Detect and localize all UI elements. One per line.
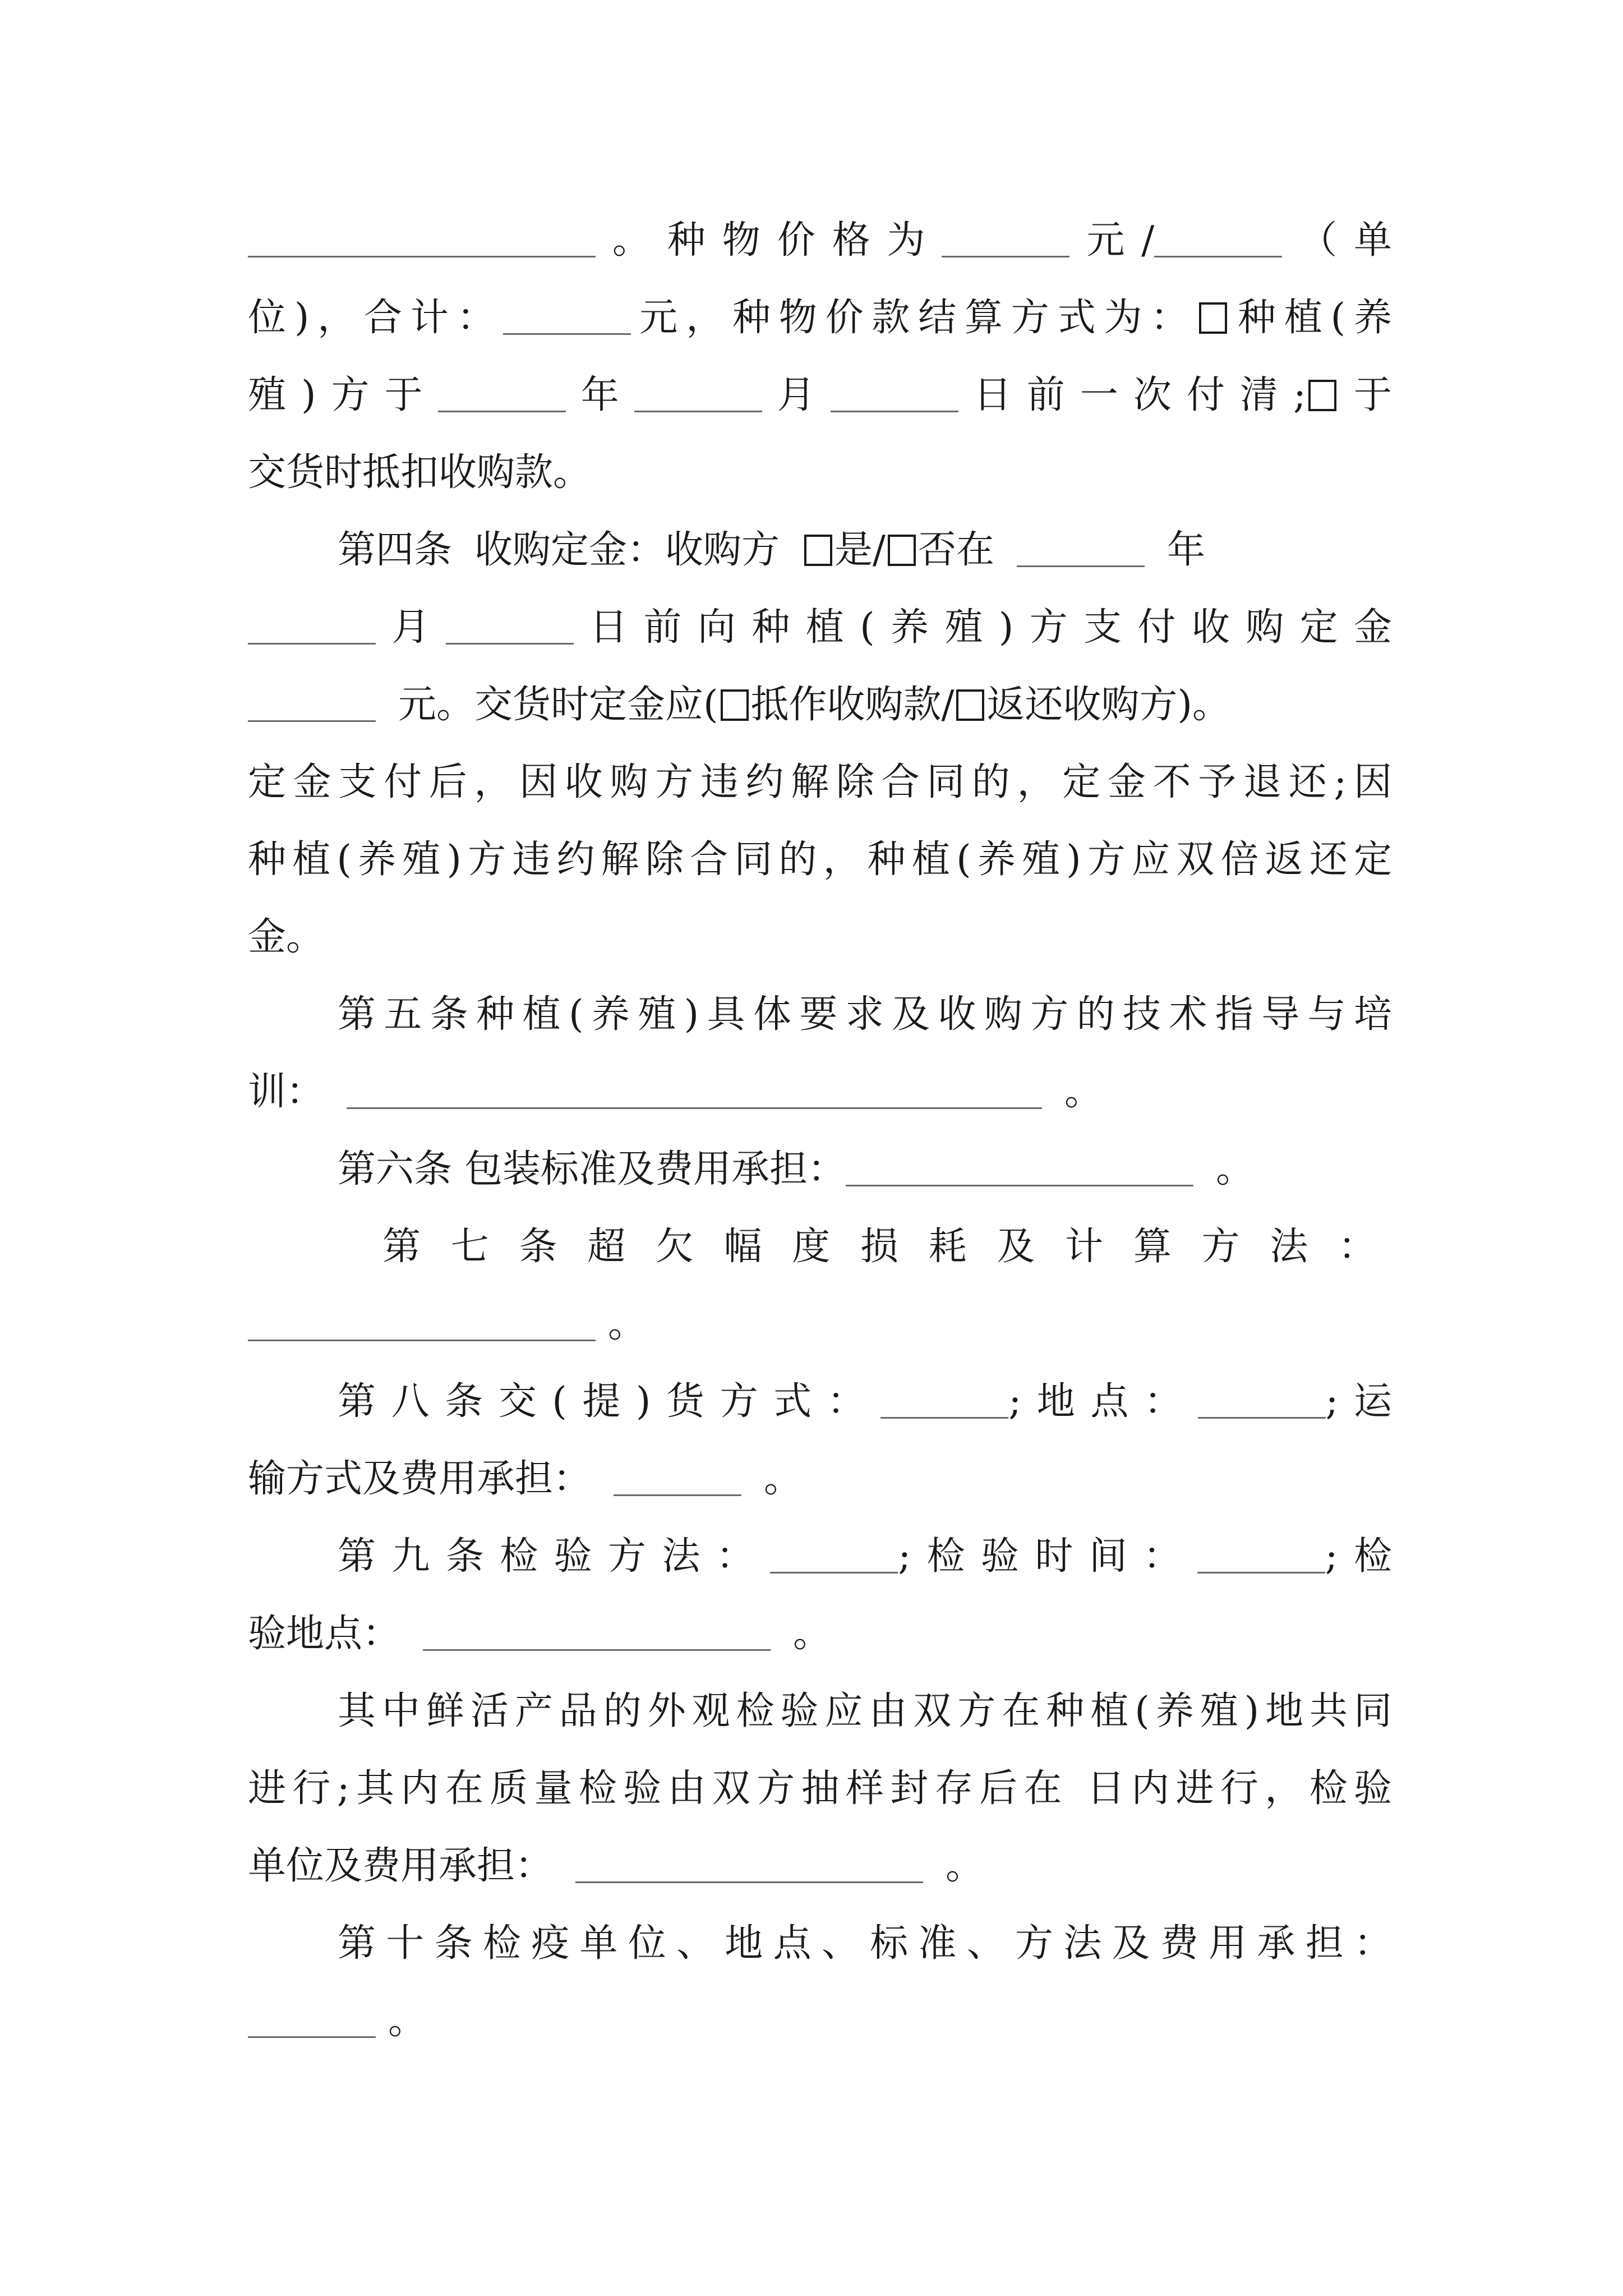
- text-line: 金。: [248, 915, 325, 959]
- article-8-line: 第八条交(提)货方式： ;地点： ;运: [338, 1379, 1392, 1424]
- blank-field[interactable]: [1154, 221, 1282, 257]
- blank-field[interactable]: [770, 1537, 898, 1573]
- text-line: 。: [248, 1982, 1392, 2060]
- text-line: 。种物价格为 元/ （单: [248, 202, 1392, 279]
- blank-field[interactable]: [248, 2001, 376, 2038]
- article-7-heading-line: 第七条超欠幅度损耗及计算方法：: [382, 1225, 1392, 1269]
- blank-field[interactable]: [347, 1073, 1042, 1109]
- checkbox[interactable]: [1308, 380, 1336, 411]
- blank-field[interactable]: [880, 1382, 1008, 1419]
- blank-field[interactable]: [248, 1305, 596, 1341]
- article-10-heading-line: 第十条检疫单位、地点、标准、方法及费用承担：: [338, 1921, 1392, 1966]
- blank-field[interactable]: [1197, 1537, 1325, 1573]
- article-number: 第七条: [382, 1225, 588, 1269]
- blank-field[interactable]: [846, 1150, 1193, 1186]
- text-line: 种植(养殖)方违约解除合同的，种植(养殖)方应双倍返还定: [248, 838, 1392, 882]
- blank-field[interactable]: [831, 376, 958, 412]
- blank-field[interactable]: [942, 221, 1069, 257]
- text-line: 进行;其内在质量检验由双方抽样封存后在 日内进行，检验: [248, 1766, 1392, 1811]
- article-5-heading-line: 第五条种植(养殖)具体要求及收购方的技术指导与培: [338, 992, 1392, 1037]
- text-line: 。: [248, 1286, 1392, 1363]
- blank-field[interactable]: [423, 1614, 771, 1651]
- blank-field[interactable]: [248, 221, 596, 257]
- text-line: 月 日前向种植(养殖)方支付收购定金: [248, 589, 1392, 666]
- article-number: 第四条: [338, 528, 453, 572]
- blank-field[interactable]: [438, 376, 566, 412]
- text-line: 验地点： 。: [248, 1612, 832, 1656]
- text-line: 定金支付后，因收购方违约解除合同的，定金不予退还;因: [248, 760, 1392, 804]
- document-page: [248, 202, 1392, 2060]
- text-line: 单位及费用承担： 。: [248, 1844, 984, 1888]
- checkbox-no[interactable]: [888, 535, 916, 566]
- text-line: 殖)方于 年 月 日前一次付清; 于: [248, 373, 1392, 417]
- blank-field[interactable]: [503, 298, 631, 335]
- blank-field[interactable]: [634, 376, 762, 412]
- checkbox[interactable]: [1199, 302, 1227, 334]
- text-line: 训： 。: [248, 1070, 1103, 1114]
- article-9-line: 第九条检验方法： ;检验时间： ;检: [338, 1534, 1392, 1579]
- article-number: 第五条: [338, 992, 477, 1037]
- blank-field[interactable]: [446, 608, 574, 645]
- blank-field[interactable]: [248, 685, 376, 722]
- text-line: 元。交货时定金应( 抵作收购款/ 返还收购方)。: [248, 666, 1392, 744]
- article-4-heading-line: 第四条 收购定金：收购方 是/ 否在 年: [338, 528, 1205, 572]
- text-line: 其中鲜活产品的外观检验应由双方在种植(养殖)地共同: [338, 1689, 1392, 1733]
- text-line: 位)，合计： 元，种物价款结算方式为： 种植(养: [248, 296, 1392, 340]
- article-number: 第八条: [338, 1379, 499, 1424]
- text-line: 交货时抵扣收购款。: [248, 450, 592, 495]
- article-number: 第九条: [338, 1534, 500, 1579]
- article-6-line: 第六条 包装标准及费用承担： 。: [338, 1147, 1255, 1191]
- blank-field[interactable]: [248, 608, 376, 645]
- blank-field[interactable]: [1017, 531, 1145, 567]
- checkbox[interactable]: [721, 689, 749, 721]
- article-number: 第十条: [338, 1921, 483, 1966]
- checkbox-yes[interactable]: [804, 535, 832, 566]
- text-line: 输方式及费用承担： 。: [248, 1457, 803, 1501]
- blank-field[interactable]: [614, 1460, 741, 1496]
- blank-field[interactable]: [575, 1847, 923, 1883]
- article-number: 第六条: [338, 1147, 453, 1191]
- checkbox[interactable]: [956, 689, 984, 721]
- blank-field[interactable]: [1198, 1382, 1326, 1419]
